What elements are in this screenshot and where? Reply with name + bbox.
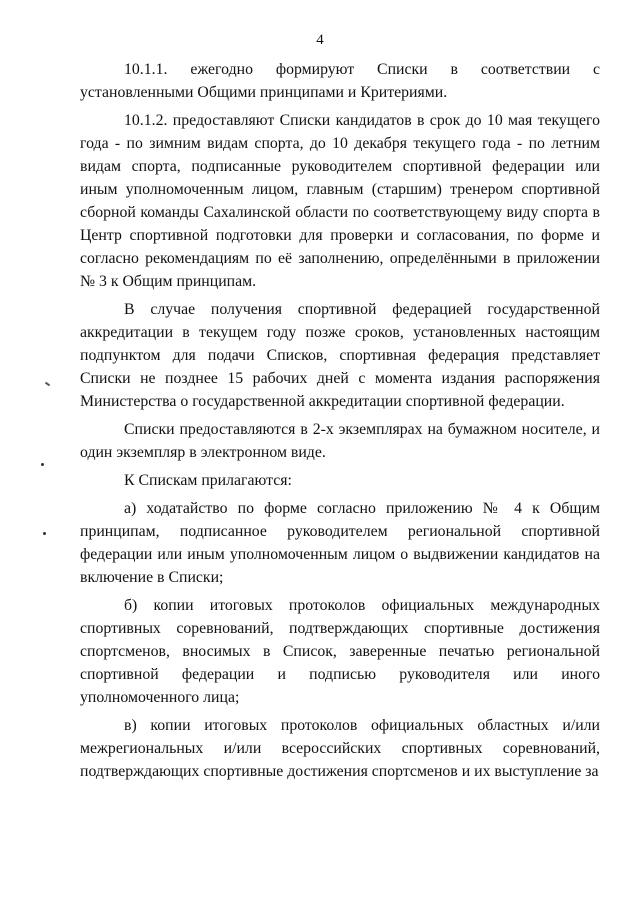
scan-mark (43, 532, 46, 535)
scan-mark (41, 463, 44, 466)
paragraph-attachments-intro: К Спискам прилагаются: (124, 472, 292, 489)
list-item-b: б) копии итоговых протоколов официальных международных спортивных соревнований, подтверждающих спортивные достижения спортсменов, вносимых в Список, заверенные печатью региональной спортивной федерации и подписью руководителя или иного уполномоченного лица; (80, 597, 600, 706)
list-item-a: а) ходатайство по форме согласно приложению № 4 к Общим принципам, подписанное руководителем региональной спортивной федерации или иным уполномоченным лицом о выдвижении кандидатов на включение в Списки; (80, 500, 600, 586)
paragraph-copies: Списки предоставляются в 2-х экземплярах на бумажном носителе, и один экземпляр в электронном виде. (80, 421, 600, 461)
page-number: 4 (316, 32, 324, 48)
paragraph-10-1-1: 10.1.1. ежегодно формируют Списки в соответствии с установленными Общими принципами и Критериями. (80, 61, 600, 101)
scan-mark (45, 382, 50, 387)
document-body (80, 58, 600, 783)
paragraph-accreditation: В случае получения спортивной федерацией государственной аккредитации в текущем году позже сроков, установленных настоящим подпунктом для подачи Списков, спортивная федерация представляет Списки не позднее 15 рабочих дней с момента издания распоряжения Министерства о государственной аккредитации спортивной федерации. (80, 301, 600, 410)
list-item-v: в) копии итоговых протоколов официальных областных и/или межрегиональных и/или всероссийских спортивных соревнований, подтверждающих спортивные достижения спортсменов и их выступление за (80, 717, 600, 780)
paragraph-10-1-2: 10.1.2. предоставляют Списки кандидатов в срок до 10 мая текущего года - по зимним видам спорта, до 10 декабря текущего года - по летним видам спорта, подписанные руководителем спортивной федерации или иным уполномоченным лицом, главным (старшим) тренером спортивной сборной команды Сахалинской области по соответствующему виду спорта в Центр спортивной подготовки для проверки и согласования, по форме и согласно рекомендациям по её заполнению, определёнными в приложении № 3 к Общим принципам. (80, 112, 600, 290)
